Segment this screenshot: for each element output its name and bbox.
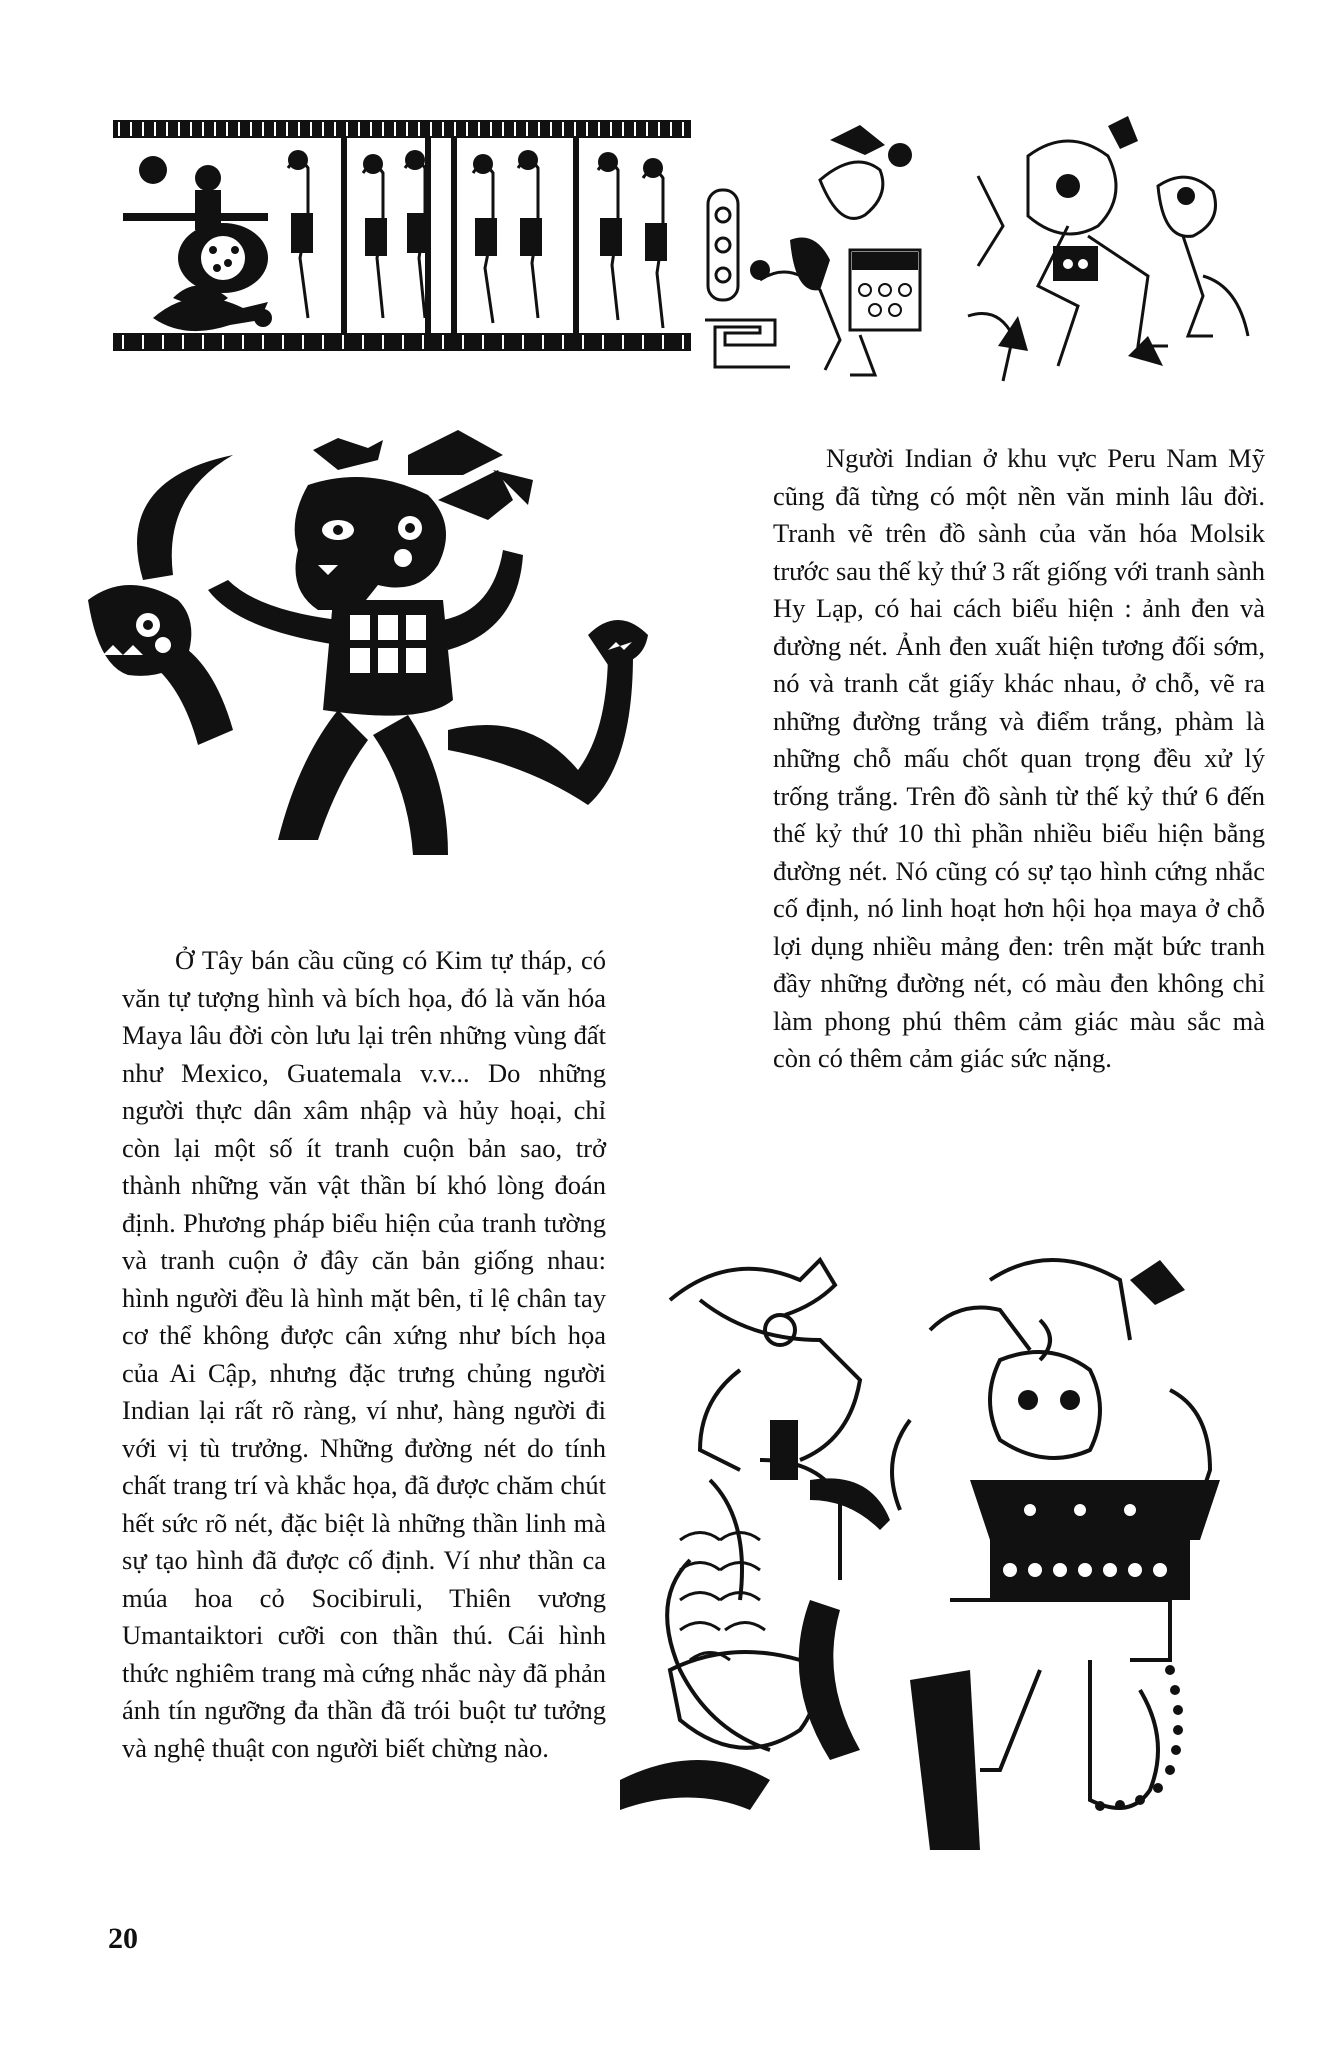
paragraph-maya-culture: Ở Tây bán cầu cũng có Kim tự tháp, có văn tự tượng hình và bích họa, đó là văn hóa Maya lâu đời còn lưu lại trên những vùng đất như Mexico, Guatemala v.v... Do những người thực dân xâm nhập và hủy hoại, chỉ còn lại một số ít tranh cuộn bản sao, trở thành những văn vật thần bí khó lòng đoán định. Phương pháp biểu hiện của tranh tường và tranh cuộn ở đây căn bản giống nhau: hình người đều là hình mặt bên, tỉ lệ chân tay cơ thể không được cân xứng như bích họa của Ai Cập, nhưng đặc trưng chủng người Indian lại rất rõ ràng, ví như, hàng người đi với vị tù trưởng. Những đường nét do tính chất trang trí và khắc họa, đã được chăm chút hết sức rõ nét, đặc biệt là những thần linh mà sự tạo hình đã được cố định. Ví như thần ca múa hoa cỏ Socibiruli, Thiên vương Umantaiktori cưỡi con thần thú. Cái hình thức nghiêm trang mà cứng nhắc này đã phản ánh tín ngưỡng đa thần đã trói buột tư tưởng và nghệ thuật con người biết chừng nào.	[122, 945, 606, 1763]
maya-frieze-illustration	[113, 118, 691, 358]
codex-deity-and-monkey-illustration	[958, 116, 1254, 398]
codex-seated-figure-illustration	[700, 120, 945, 392]
page-number: 20	[108, 1922, 138, 1955]
moche-warrior-black-figure-illustration	[88, 430, 723, 910]
moche-line-drawing-figures-illustration	[610, 1240, 1270, 1890]
paragraph-peru-molsik: Người Indian ở khu vực Peru Nam Mỹ cũng đã từng có một nền văn minh lâu đời. Tranh vẽ trên đồ sành của văn hóa Molsik trước sau thế kỷ thứ 3 rất giống với tranh sành Hy Lạp, có hai cách biểu hiện : ảnh đen và đường nét. Ảnh đen xuất hiện tương đối sớm, nó và tranh cắt giấy khác nhau, ở chỗ, vẽ ra những đường trắng và điểm trắng, phàm là những chỗ mấu chốt quan trọng đều xử lý trống trắng. Trên đồ sành từ thế kỷ thứ 6 đến thế kỷ thứ 10 thì phần nhiều biểu hiện bằng đường nét. Nó cũng có sự tạo hình cứng nhắc cố định, nó linh hoạt hơn hội họa maya ở chỗ lợi dụng nhiều mảng đen: trên mặt bức tranh đầy những đường nét, có màu đen không chỉ làm phong phú thêm cảm giác màu sắc mà còn có thêm cảm giác sức nặng.	[773, 443, 1265, 1073]
